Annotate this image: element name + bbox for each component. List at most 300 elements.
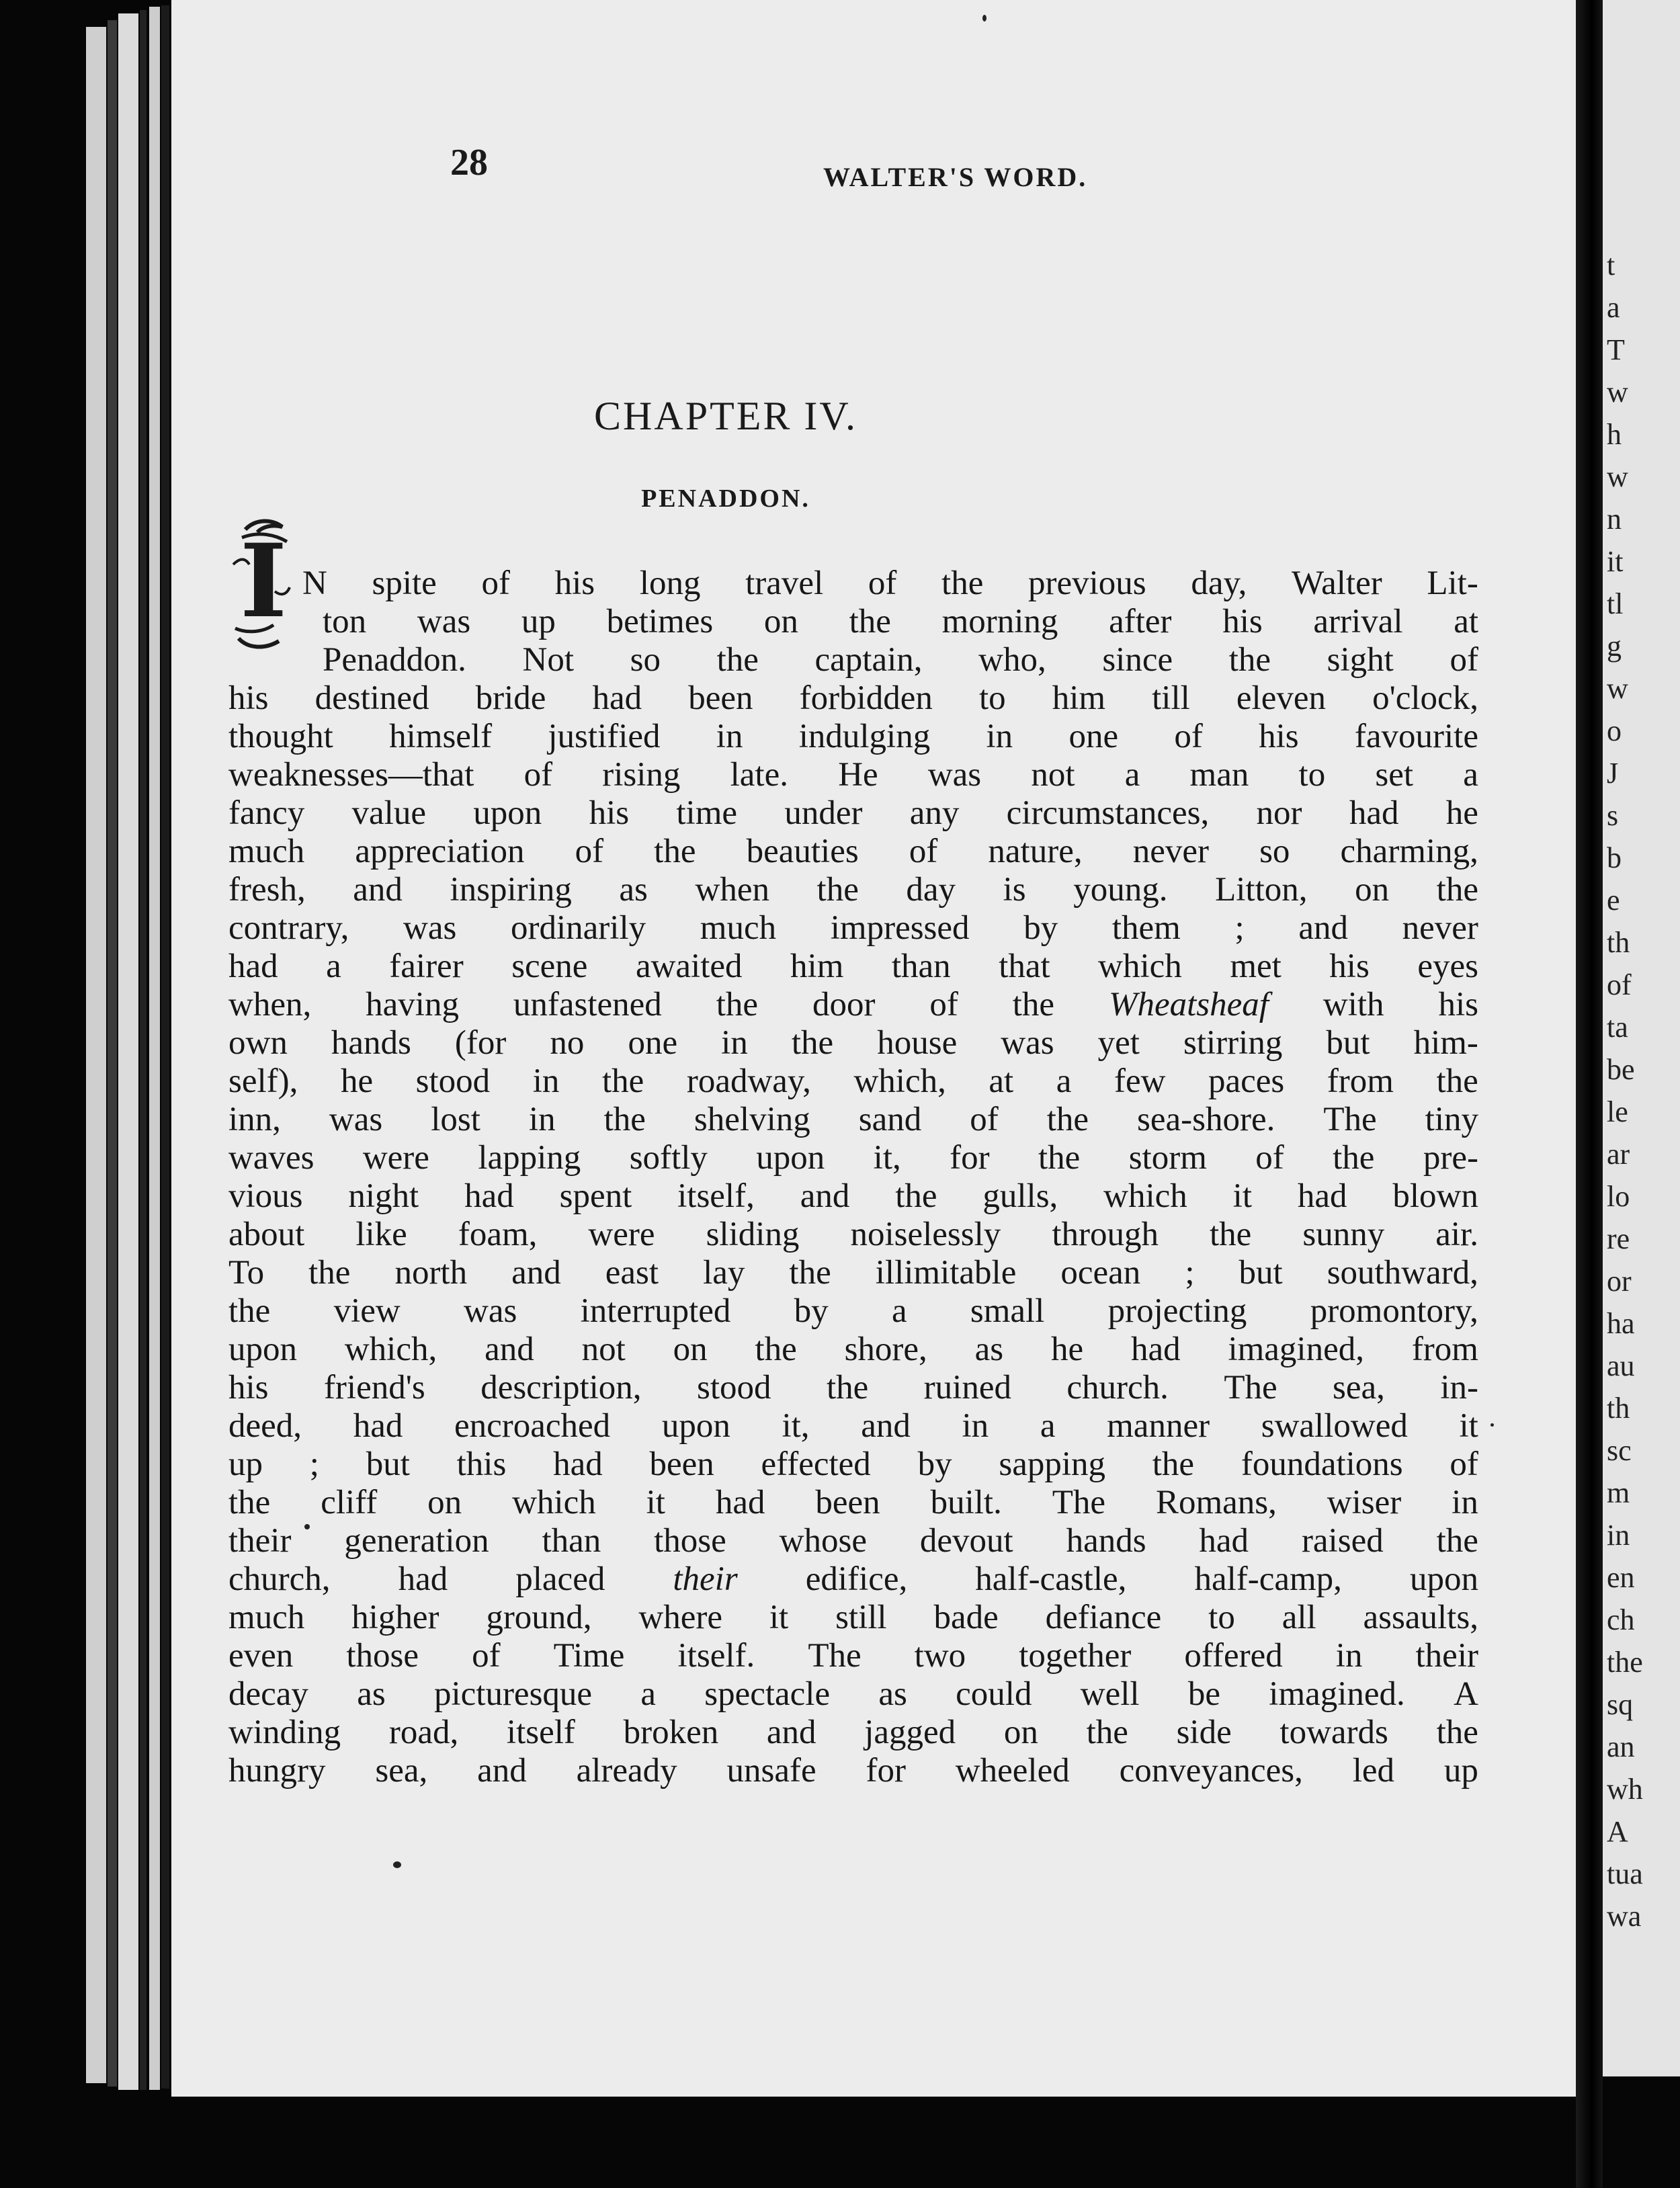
word: by [794,1292,829,1330]
word: no [550,1024,585,1062]
facing-page-fragment: s [1607,799,1619,832]
running-head [171,141,1576,192]
word: day, [1191,564,1247,602]
word: contrary, [228,909,349,947]
text-line [228,794,1478,833]
word: after [1109,603,1172,640]
word: noiselessly [850,1216,1001,1253]
word: so [1259,833,1290,870]
text-line [228,1024,1478,1062]
facing-page-fragment: re [1607,1222,1630,1255]
word: the [308,1254,351,1292]
word: already [576,1752,677,1790]
word: eyes [1417,948,1478,985]
facing-page-fragment: ar [1607,1138,1630,1171]
chapter-body-text [228,564,1478,1790]
word: north [394,1254,468,1292]
word: pre- [1423,1139,1478,1177]
word: be [1187,1675,1220,1713]
word: which [512,1484,596,1521]
word: had [1349,794,1399,832]
facing-page-fragment: th [1607,926,1630,959]
word: hungry [228,1752,326,1790]
word: led [1352,1752,1395,1790]
word: together [1019,1637,1132,1675]
word: of [1450,1445,1478,1483]
word: gulls, [982,1177,1058,1215]
word: had [1199,1522,1249,1560]
word: the [1333,1139,1375,1177]
page-number: 28 [450,142,488,183]
facing-page-fragment: o [1607,714,1622,747]
text-line [228,1369,1478,1407]
text-line [228,948,1478,986]
word: which [1103,1177,1187,1215]
word: destined [314,679,429,717]
word: view [333,1292,401,1330]
word: for [950,1139,990,1177]
facing-page-fragment: w [1607,460,1628,493]
word: Romans, [1155,1484,1277,1521]
text-line [228,1599,1478,1637]
word: from [1327,1062,1394,1100]
word: his [1259,718,1299,755]
text-line [228,564,1478,603]
word: road, [388,1714,459,1751]
page-stack-edge [86,27,106,2083]
word: had [1297,1177,1347,1215]
word: in [528,1101,556,1138]
text-line [228,909,1478,948]
word: were [362,1139,429,1177]
word: air. [1435,1216,1478,1253]
word: him [790,948,844,985]
word: ground, [486,1599,592,1636]
word: all [1282,1599,1316,1636]
word: were [588,1216,655,1253]
word: which, [344,1331,437,1368]
word: assaults, [1363,1599,1478,1636]
word: he [1445,794,1478,832]
drop-cap-letter: I [240,522,288,640]
word: Walter [1292,564,1382,602]
word: previous [1028,564,1146,602]
word: than [891,948,951,985]
word: The [1052,1484,1106,1521]
word: on [673,1331,708,1368]
word: charming, [1340,833,1478,870]
word: was [329,1101,383,1138]
word: sea, [375,1752,428,1790]
word: ocean [1060,1254,1141,1292]
word: and [861,1407,911,1445]
word: so [630,641,661,679]
facing-page-fragment: tl [1607,587,1624,620]
text-line [228,986,1478,1024]
word: for [866,1752,906,1790]
word: ; [1234,909,1245,947]
word: The [1224,1369,1277,1406]
facing-page-fragment: it [1607,545,1624,578]
word: hands [1066,1522,1146,1560]
word: him [1052,679,1106,717]
word: had [353,1407,403,1445]
word: broken [623,1714,719,1751]
word: beauties [746,833,859,870]
text-line [228,1139,1478,1177]
word: inspiring [450,871,572,909]
word: his [1222,603,1263,640]
word: is [1003,871,1026,909]
word: small [970,1292,1045,1330]
word: jagged [864,1714,956,1751]
word: a [1124,756,1140,794]
word: sliding [706,1216,800,1253]
word: nature, [988,833,1083,870]
word: vious [228,1177,303,1215]
word: o'clock, [1372,679,1478,717]
text-line [228,1407,1478,1445]
word: had [398,1560,448,1598]
word: justified [548,718,661,755]
word: nor [1256,794,1302,832]
word: circumstances, [1006,794,1210,832]
text-line [228,1522,1478,1560]
word: had [592,679,642,717]
word: fresh, [228,871,306,909]
word: and [766,1714,816,1751]
facing-page-fragment: au [1607,1349,1635,1382]
word: of [575,833,604,870]
facing-page-fragment: w [1607,376,1628,409]
word: it [1459,1407,1478,1445]
text-line [228,1445,1478,1484]
word: fairer [389,948,464,985]
word: with [1322,986,1384,1023]
word: was [403,909,457,947]
word: (for [454,1024,507,1062]
word: sea-shore. [1137,1101,1275,1138]
word: under [784,794,863,832]
word: manner [1107,1407,1210,1445]
word: the [1436,1714,1478,1751]
text-line [228,1292,1478,1331]
word: church, [228,1560,331,1598]
word: spite [372,564,437,602]
word: it, [782,1407,810,1445]
word: spectacle [704,1675,831,1713]
word: blown [1392,1177,1478,1215]
text-line [228,603,1478,641]
chapter-subtitle: PENADDON. [641,485,810,513]
facing-page-fragment: le [1607,1095,1628,1128]
word: up [1443,1752,1478,1790]
text-line [228,718,1478,756]
word: sand [858,1101,922,1138]
facing-page-fragment: a [1607,291,1620,324]
word: the [849,603,891,640]
word: of [1255,1139,1284,1177]
word: N [302,564,327,602]
word: the [1210,1216,1252,1253]
word: rising [602,756,681,794]
word: had [228,948,278,985]
word: favourite [1354,718,1478,755]
word: set [1375,756,1414,794]
word: was [464,1292,517,1330]
word: the [654,833,696,870]
word: not [581,1331,626,1368]
word: was [1001,1024,1054,1062]
word: indulging [798,718,931,755]
text-line [228,833,1478,871]
word: the [941,564,984,602]
word: by [1023,909,1058,947]
word: self), [228,1062,298,1100]
text-line [228,1637,1478,1675]
facing-page-fragment: J [1607,757,1619,790]
word: conveyances, [1119,1752,1303,1790]
word: fancy [228,794,305,832]
word: offered [1184,1637,1283,1675]
word: him- [1413,1024,1478,1062]
word: any [909,794,960,832]
word: friend's [323,1369,425,1406]
word: and [485,1331,534,1368]
facing-page-fragment: th [1607,1392,1630,1425]
word: The [808,1637,862,1675]
text-line [228,1714,1478,1752]
word: foundations [1241,1445,1403,1483]
ink-speck [393,1861,401,1868]
word: impressed [830,909,970,947]
text-line [228,1752,1478,1790]
word: half-castle, [975,1560,1127,1598]
word: not [1031,756,1075,794]
word: in [962,1407,989,1445]
text-line [228,1254,1478,1292]
facing-page-fragment: A [1607,1815,1628,1848]
word: projecting [1107,1292,1247,1330]
page-stack-edge [149,7,160,2090]
word: it [769,1599,789,1636]
word: softly [629,1139,708,1177]
word: few [1114,1062,1166,1100]
word: the [755,1331,797,1368]
word: a [326,948,341,985]
facing-page-fragment: ch [1607,1603,1635,1636]
word: could [956,1675,1032,1713]
word: at [989,1062,1014,1100]
facing-page-fragment: the [1607,1646,1643,1679]
word: in [1452,1484,1478,1521]
facing-page-fragment: wa [1607,1900,1642,1933]
word: had [715,1484,765,1521]
word: half-camp, [1194,1560,1342,1598]
word: paces [1208,1062,1285,1100]
facing-page-fragment: tua [1607,1857,1643,1890]
word: late. [730,756,788,794]
text-line [228,1177,1478,1216]
facing-page-fragment: e [1607,884,1620,917]
word: which [1098,948,1182,985]
facing-page-fragment: of [1607,968,1632,1001]
word: spent [559,1177,632,1215]
facing-page-fragment: in [1607,1519,1630,1552]
word: lapping [478,1139,581,1177]
word: in [1335,1637,1363,1675]
word: To [228,1254,265,1292]
word: that [999,948,1050,985]
word: the [228,1484,271,1521]
word: the [1436,1062,1478,1100]
word: when [695,871,769,909]
word: it, [873,1139,901,1177]
word: their [228,1522,292,1560]
facing-page-edge [1603,0,1680,2076]
word: to [1298,756,1326,794]
word: decay [228,1675,308,1713]
word: itself. [677,1637,755,1675]
word: hands [331,1024,411,1062]
word: ; [1185,1254,1195,1292]
word: appreciation [355,833,525,870]
word: devout [919,1522,1013,1560]
page-stack-edge [118,13,138,2090]
word: the [1046,1101,1089,1138]
word: and [1298,909,1348,947]
word: on [1003,1714,1038,1751]
word: of [970,1101,999,1138]
word: two [914,1637,966,1675]
facing-page-fragment: sq [1607,1688,1634,1721]
word: The [1323,1101,1377,1138]
word: much [228,833,305,870]
word: the [816,871,859,909]
word: it [646,1484,665,1521]
word: his [228,679,269,717]
word: of [868,564,897,602]
facing-page-fragment: an [1607,1730,1635,1763]
word: higher [351,1599,439,1636]
word: own [228,1024,288,1062]
word: the [1038,1139,1081,1177]
word: on [1355,871,1390,909]
word: of [929,986,958,1023]
text-line [228,1216,1478,1254]
book-gutter [1576,0,1603,2188]
facing-page-fragment: wh [1607,1773,1643,1806]
word: till [1152,679,1190,717]
word: forbidden [799,679,933,717]
word: effected [761,1445,871,1483]
word: it [1232,1177,1253,1215]
word: well [1080,1675,1140,1713]
word: the [1436,1522,1478,1560]
word: travel [745,564,824,602]
word: he [1050,1331,1084,1368]
word: ; [309,1445,319,1483]
word: about [228,1216,305,1253]
word: upon [228,1331,297,1368]
word: had [464,1177,514,1215]
facing-page-fragment: en [1607,1561,1635,1594]
word: weaknesses—that [228,756,474,794]
word: side [1176,1714,1232,1751]
word: who, [978,641,1046,679]
word: the [791,1024,834,1062]
word: his [1329,948,1370,985]
word: been [649,1445,714,1483]
word: a [1056,1062,1072,1100]
word: yet [1097,1024,1140,1062]
word: upon [473,794,542,832]
word: whose [779,1522,867,1560]
facing-page-fragment: b [1607,841,1622,874]
word: from [1411,1331,1478,1368]
word: bade [933,1599,999,1636]
word: and [800,1177,850,1215]
word: cliff [321,1484,378,1521]
word: met [1230,948,1282,985]
word: them [1111,909,1181,947]
word: lay [703,1254,745,1292]
word: day [906,871,956,909]
word: Penaddon. [323,641,466,679]
facing-page-fragment: T [1607,333,1625,366]
word: himself [389,718,493,755]
word: stirring [1183,1024,1283,1062]
word: never [1132,833,1209,870]
word: and [353,871,403,909]
facing-page-fragment: h [1607,418,1622,451]
word: the [1436,871,1478,909]
word: this [456,1445,507,1483]
word: in [986,718,1013,755]
word: the [826,1369,869,1406]
word: Time [553,1637,625,1675]
word: stood [696,1369,771,1406]
text-line [228,1062,1478,1101]
word: by [917,1445,952,1483]
word: church. [1066,1369,1169,1406]
word: the [895,1177,937,1215]
word: upon [661,1407,730,1445]
word: eleven [1236,679,1326,717]
word: captain, [814,641,923,679]
word: when, [228,986,312,1023]
word: the [1152,1445,1195,1483]
word: of [1174,718,1203,755]
word: built. [930,1484,1002,1521]
word: and [511,1254,561,1292]
word: roadway, [686,1062,811,1100]
word: upon [1409,1560,1478,1598]
facing-page-fragment: ha [1607,1307,1635,1340]
word: arrival [1313,603,1403,640]
word: those [346,1637,419,1675]
word: Not [522,641,574,679]
word: Litton, [1215,871,1308,909]
word: but [366,1445,410,1483]
word: much [700,909,777,947]
word: betimes [606,603,714,640]
word: up [521,603,556,640]
word: a [1463,756,1478,794]
word: in [532,1062,560,1100]
word: itself, [677,1177,755,1215]
word: upon [756,1139,825,1177]
